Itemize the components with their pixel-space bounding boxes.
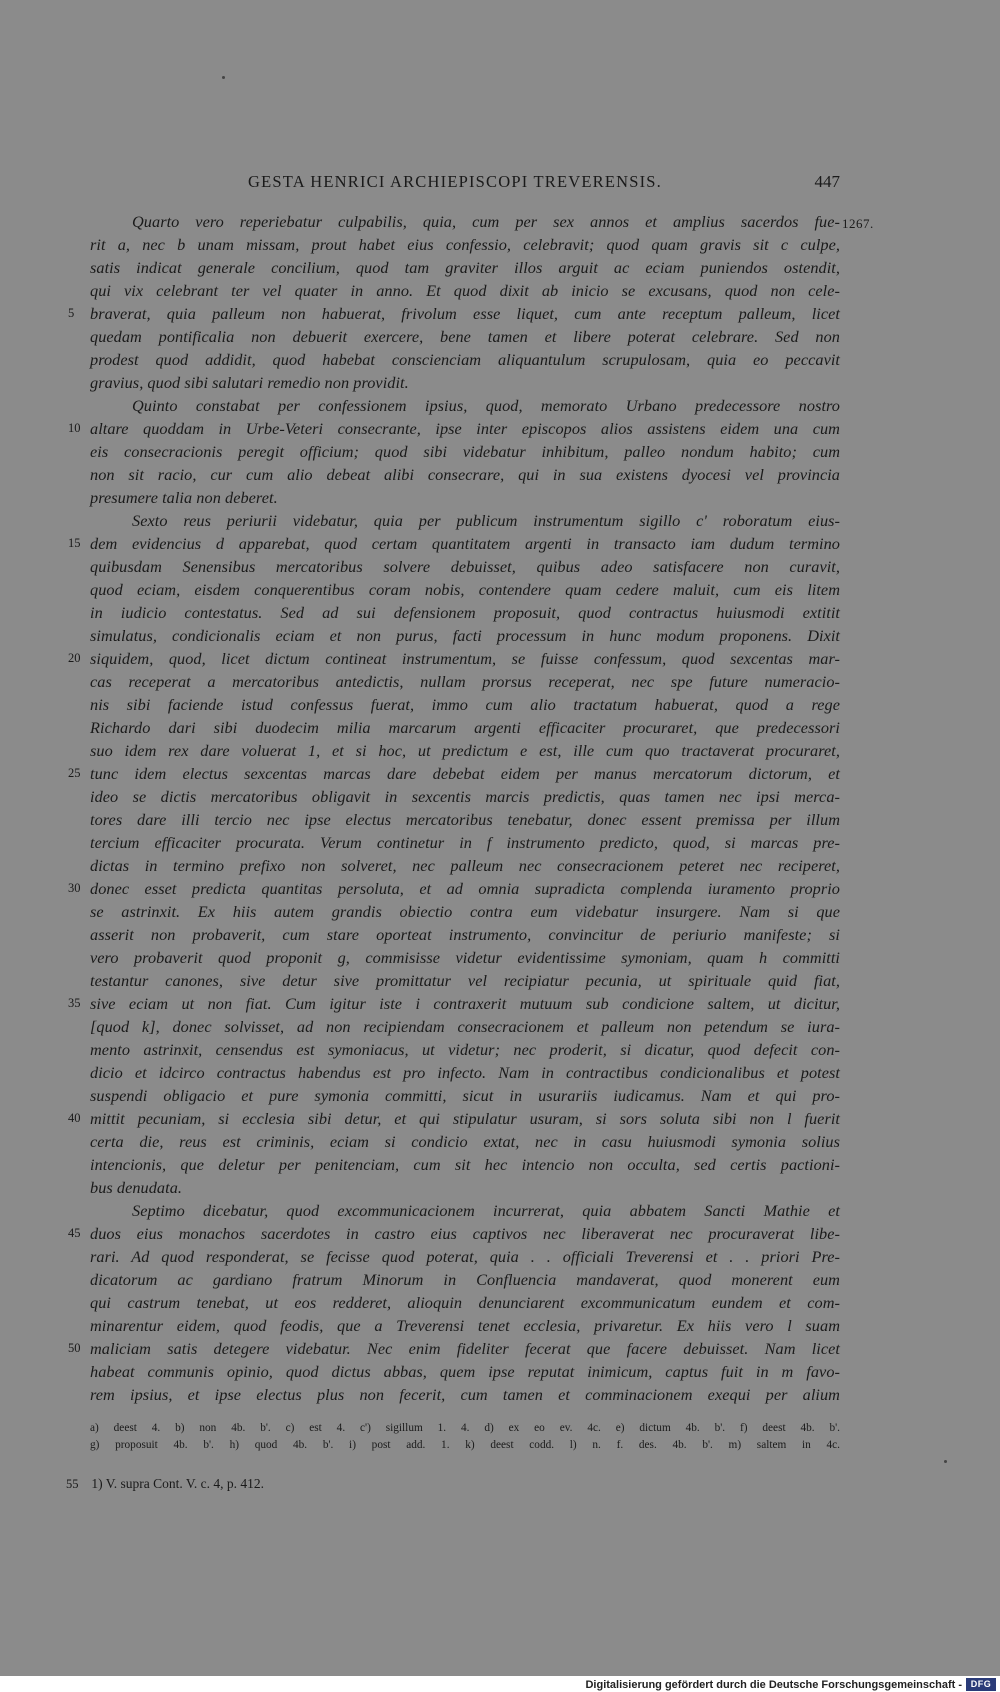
line-text: simulatus, condicionalis eciam et non purus, facti processum in hunc modum proponens. Dixit [90, 626, 840, 645]
text-line [90, 808, 840, 831]
line-text: satis indicat generale concilium, quod tam graviter illos arguit ac eciam puniendos ostendit, [90, 258, 840, 277]
text-line [68, 1222, 840, 1245]
line-text: tores dare illi tercio nec ipse electus mercatoribus tenebatur, donec essent premissa per illum [90, 810, 840, 829]
line-text: rem ipsius, et ipse electus plus non fecerit, cum tamen et comminacionem exequi per alium [90, 1385, 840, 1404]
line-text: gravius, quod sibi salutari remedio non providit. [90, 373, 409, 392]
line-number: 30 [68, 881, 81, 895]
line-text: presumere talia non deberet. [90, 488, 278, 507]
text-line [90, 486, 840, 509]
text-line [68, 877, 840, 900]
line-text: maliciam satis detegere videbatur. Nec enim fideliter fecerat que facere debuisset. Nam licet [90, 1339, 840, 1358]
line-number: 10 [68, 421, 81, 435]
line-text: habeat communis opinio, quod dictus abbas, quem ipse reputat inimicum, captus fuit in m favo- [90, 1362, 840, 1381]
text-line [68, 302, 840, 325]
text-line [90, 900, 840, 923]
line-text: altare quoddam in Urbe-Veteri consecrante, ipse inter episcopos alios assistens eidem una cum [90, 419, 840, 438]
text-line [90, 555, 840, 578]
line-text: tunc idem electus sexcentas marcas dare debebat eidem per manus mercatorum dictorum, et [90, 764, 840, 783]
reference-note [66, 1476, 264, 1492]
text-line [68, 647, 840, 670]
text-line [90, 1245, 840, 1268]
line-text: donec esset predicta quantitas persoluta, et ad omnia supradicta complenda iuramento proprio [90, 879, 840, 898]
line-text: ideo se dictis mercatoribus obligavit in sexcentis marcis predictis, quas tamen nec ipsi merca- [90, 787, 840, 806]
text-line [90, 923, 840, 946]
text-line [90, 854, 840, 877]
text-line [90, 279, 840, 302]
line-text: quedam pontificalia non debuerit exercere, bene tamen et libere poterat celebrare. Sed non [90, 327, 840, 346]
line-number: 15 [68, 536, 81, 550]
text-line [68, 532, 840, 555]
line-text: Quinto constabat per confessionem ipsius, quod, memorato Urbano predecessore nostro [132, 396, 840, 415]
scan-speck [944, 1460, 947, 1463]
text-line [90, 1360, 840, 1383]
line-text: Richardo dari sibi duodecim milia marcarum argenti efficaciter procuraret, que predecessori [90, 718, 840, 737]
text-line [90, 1153, 840, 1176]
line-text: non sit racio, cur cum alio debeat alibi consecrare, qui in sua existens dyocesi vel provincia [90, 465, 840, 484]
text-line [90, 1314, 840, 1337]
line-text: prodest quod addidit, quod habebat conscienciam aliquantulum scrupulosam, quia eo peccavit [90, 350, 840, 369]
text-line [90, 1383, 840, 1406]
line-text: dicio et idcirco contractus habendus est pro infecto. Nam in contractibus condicionalibus et potest [90, 1063, 840, 1082]
line-text: in iudicio contestatus. Sed ad sui defensionem proposuit, quod contractus huiusmodi extitit [90, 603, 840, 622]
text-line [90, 371, 840, 394]
main-text [68, 210, 840, 1406]
text-line [68, 992, 840, 1015]
line-text: mittit pecuniam, si ecclesia sibi detur, et qui stipulatur usuram, si sors soluta sibi non l fuerit [90, 1109, 840, 1128]
line-text: qui vix celebrant ter vel quater in anno. Et quod dixit ab inicio se excusans, quod non cele- [90, 281, 840, 300]
text-line [90, 210, 840, 233]
critical-apparatus [90, 1420, 840, 1454]
page-number: 447 [814, 172, 840, 191]
line-text: quibusdam Senensibus mercatoribus solvere debuisset, quibus adeo satisfacere non curavit, [90, 557, 840, 576]
text-line [90, 624, 840, 647]
line-text: Sexto reus periurii videbatur, quia per publicum instrumentum sigillo c' roboratum eius- [132, 511, 840, 530]
text-line [90, 1130, 840, 1153]
text-line [90, 256, 840, 279]
text-line [90, 670, 840, 693]
line-number: 5 [68, 306, 75, 320]
line-text: bus denudata. [90, 1178, 183, 1197]
scan-speck [222, 76, 225, 79]
text-line [90, 1038, 840, 1061]
line-text: nis sibi faciende istud confessus fuerat, immo cum alio tractatum habuerat, quod a rege [90, 695, 840, 714]
text-line [68, 1107, 840, 1130]
line-text: cas receperat a mercatoribus antedictis, nullam prorsus receperat, nec spe future numeracio- [90, 672, 840, 691]
text-line [90, 716, 840, 739]
line-text: [quod k], donec solvisset, ad non recipiendam consecracionem et palleum non petendum se iura- [90, 1017, 840, 1036]
line-text: se astrinxit. Ex hiis autem grandis obiectio contra eum videbatur insurgere. Nam si que [90, 902, 840, 921]
line-text: suo idem rex dare voluerat 1, et si hoc, ut predictum e est, ille cum quo tractaverat procuraret, [90, 741, 840, 760]
footnote-line: g) proposuit 4b. b'. h) quod 4b. b'. i) post add. 1. k) deest codd. l) n. f. des. 4b. b'. m) saltem in 4c. [90, 1439, 840, 1451]
running-title: GESTA HENRICI ARCHIEPISCOPI TREVERENSIS. [248, 172, 662, 191]
text-line [90, 1084, 840, 1107]
text-line [90, 440, 840, 463]
line-text: mento astrinxit, censendus est symoniacus, ut videtur; nec proderit, si dicatur, quod defecit con- [90, 1040, 840, 1059]
footnote-line: a) deest 4. b) non 4b. b'. c) est 4. c') sigillum 1. 4. d) ex eo ev. 4c. e) dictum 4b. b'. f) deest 4b. b'. [90, 1422, 840, 1434]
line-number: 55 [66, 1477, 79, 1491]
text-line [90, 463, 840, 486]
running-header [0, 172, 1000, 196]
text-line [90, 325, 840, 348]
line-number: 45 [68, 1226, 81, 1240]
line-text: Septimo dicebatur, quod excommunicacionem incurrerat, quia abbatem Sancti Mathie et [132, 1201, 840, 1220]
text-line [90, 348, 840, 371]
text-line [90, 509, 840, 532]
line-text: qui castrum tenebat, ut eos redderet, alioquin denunciarent excommunicatum eundem et com- [90, 1293, 840, 1312]
line-text: duos eius monachos sacerdotes in castro eius captivos nec liberaverat nec procuraverat libe- [90, 1224, 840, 1243]
text-line [68, 417, 840, 440]
text-line [68, 762, 840, 785]
text-line [68, 1337, 840, 1360]
line-text: quod eciam, eisdem conquerentibus coram nobis, contendere quam cedere maluit, cum eis litem [90, 580, 840, 599]
line-text: eis consecracionis peregit officium; quod sibi videbatur inhibitum, palleo nondum habito; cum [90, 442, 840, 461]
text-line [90, 1061, 840, 1084]
line-text: rari. Ad quod responderat, se fecisse quod poterat, quia . . officiali Treverensi et . . priori Pre- [90, 1247, 840, 1266]
text-line [90, 1268, 840, 1291]
text-line [90, 739, 840, 762]
line-number: 20 [68, 651, 81, 665]
text-line [90, 693, 840, 716]
line-number: 40 [68, 1111, 81, 1125]
text-line [90, 601, 840, 624]
text-line [90, 233, 840, 256]
reference-text: 1) V. supra Cont. V. c. 4, p. 412. [91, 1476, 265, 1491]
footer-bar [0, 1676, 1000, 1692]
line-text: dicatorum ac gardiano fratrum Minorum in Confluencia mandaverat, quod monerent eum [90, 1270, 840, 1289]
line-number: 50 [68, 1341, 81, 1355]
line-text: dictas in termino prefixo non solveret, nec palleum nec consecracionem peteret nec reciperet, [90, 856, 840, 875]
text-line [90, 785, 840, 808]
line-number: 25 [68, 766, 81, 780]
text-line [90, 946, 840, 969]
line-text: certa die, reus est criminis, eciam si condicio extat, nec in casu huiusmodi symonia solius [90, 1132, 840, 1151]
line-text: rit a, nec b unam missam, prout habet eius confessio, celebravit; quod quam gravis sit c culpe, [90, 235, 840, 254]
line-text: suspendi obligacio et pure symonia committi, sicut in usurariis iudicamus. Nam et qui pro- [90, 1086, 840, 1105]
line-text: braverat, quia palleum non habuerat, frivolum esse liquet, cum ante receptum palleum, licet [90, 304, 840, 323]
line-text: vero probaverit quod proponit g, commisisse videtur evidentissime symoniam, quam h committi [90, 948, 840, 967]
text-line [90, 831, 840, 854]
margin-year: 1267. [842, 216, 874, 231]
line-text: asserit non probaverit, cum stare oporteat instrumento, convincitur de periurio manifeste; si [90, 925, 840, 944]
text-line [90, 1176, 840, 1199]
text-line [90, 1199, 840, 1222]
funding-credit: Digitalisierung gefördert durch die Deutsche Forschungsgemeinschaft - [585, 1679, 962, 1691]
line-text: tercium efficaciter procurata. Verum continetur in f instrumento predicto, quod, si marcas pre- [90, 833, 840, 852]
text-line [90, 1015, 840, 1038]
line-text: minarentur eidem, quod feodis, que a Treverensi tenet ecclesia, privaretur. Ex hiis vero l suam [90, 1316, 840, 1335]
line-text: testantur canones, sive detur sive promittatur vel recipiatur pecunia, ut spirituale quid fiat, [90, 971, 840, 990]
text-line [90, 578, 840, 601]
line-text: dem evidencius d apparebat, quod certam quantitatem argenti in transacto iam dudum termino [90, 534, 840, 553]
text-line [90, 1291, 840, 1314]
line-text: intencionis, que deletur per penitenciam, cum sit hec intencio non occulta, sed certis pactioni- [90, 1155, 840, 1174]
line-text: sive eciam ut non fiat. Cum igitur iste i contraxerit mutuum sub condicione saltem, ut dicitur, [90, 994, 840, 1013]
text-line [90, 394, 840, 417]
text-line [90, 969, 840, 992]
line-text: Quarto vero reperiebatur culpabilis, quia, cum per sex annos et amplius sacerdos fue- [132, 212, 840, 231]
line-number: 35 [68, 996, 81, 1010]
dfg-logo: DFG [966, 1678, 996, 1691]
line-text: siquidem, quod, licet dictum contineat instrumentum, se fuisse confessum, quod sexcentas mar- [90, 649, 840, 668]
